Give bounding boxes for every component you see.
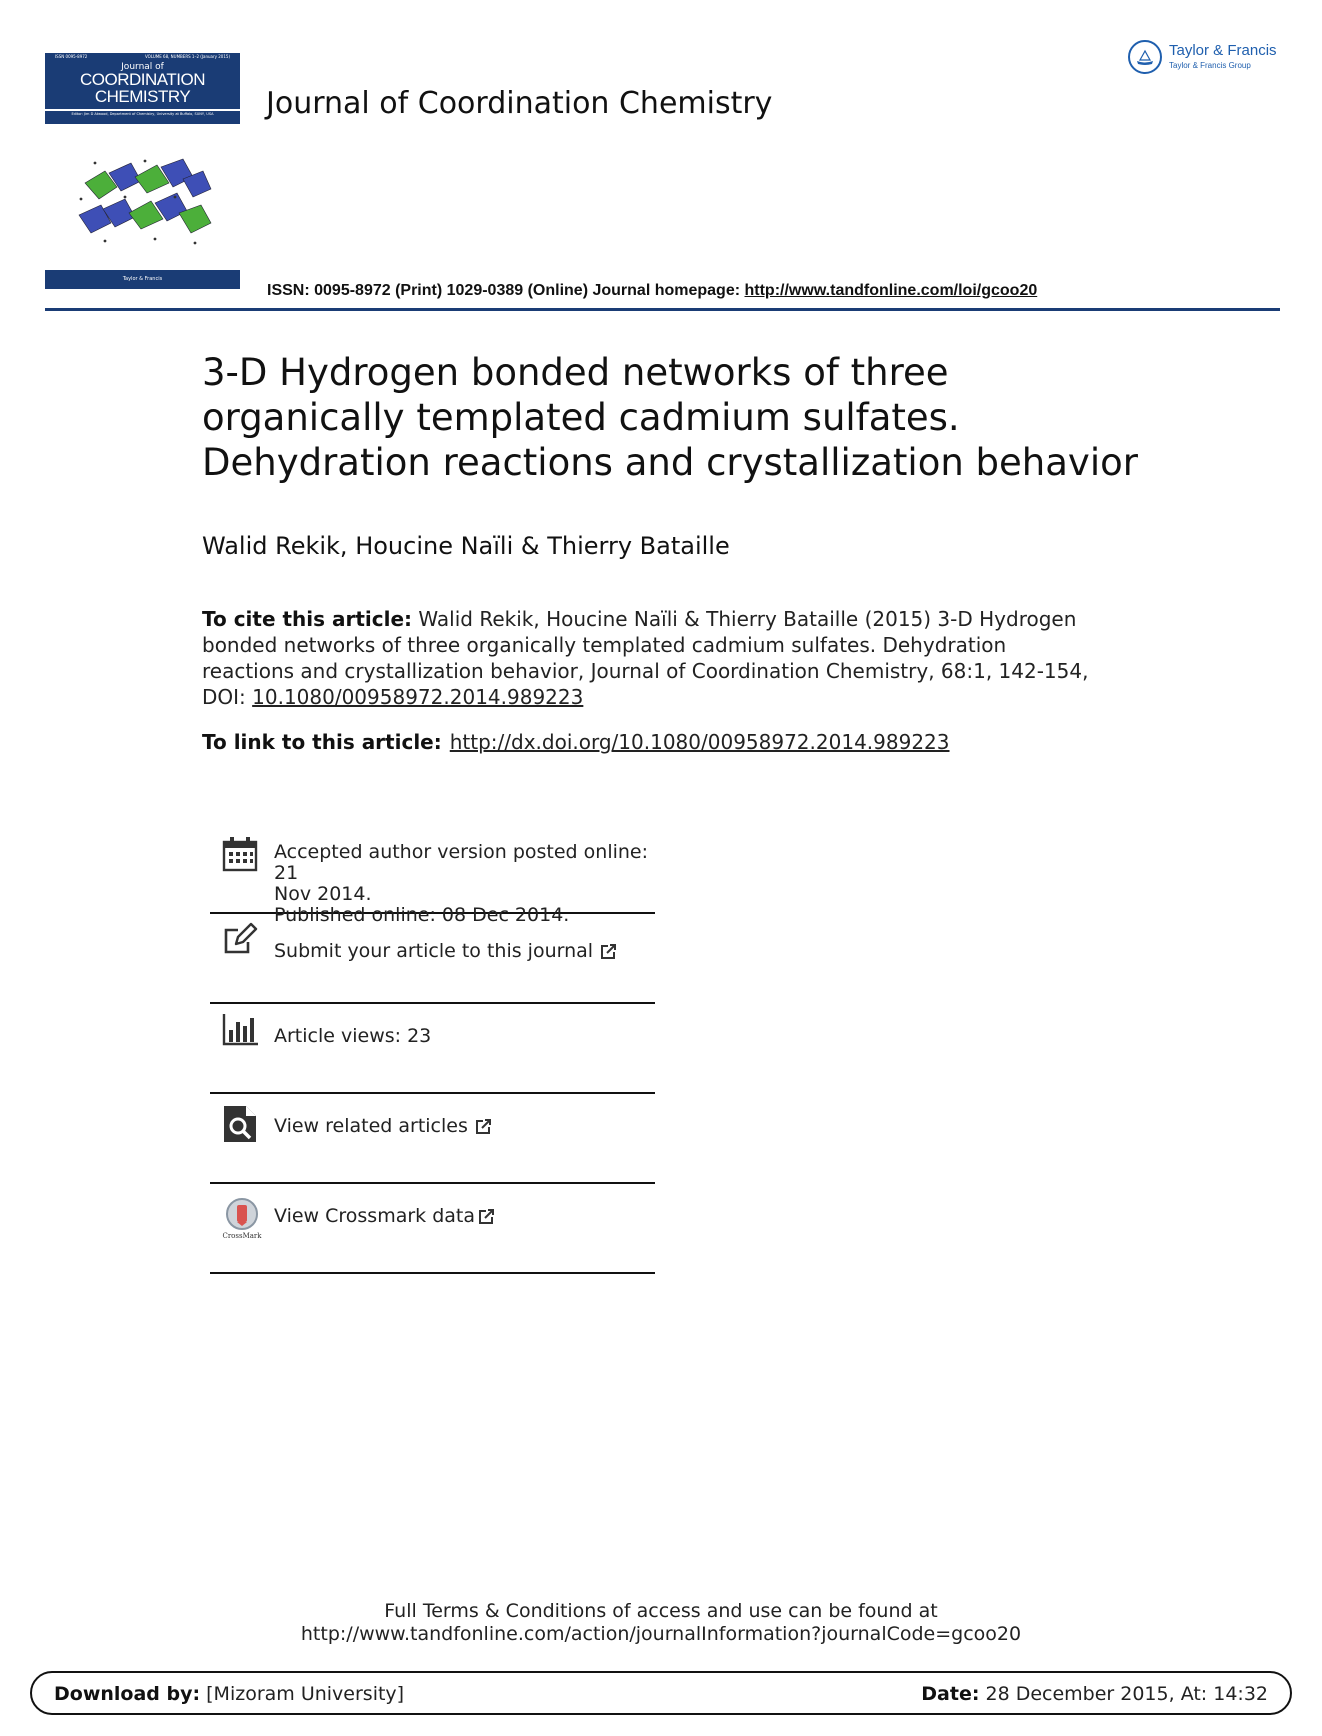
edit-icon bbox=[222, 922, 258, 958]
crossmark-link[interactable] bbox=[274, 1206, 495, 1227]
external-link-icon bbox=[477, 1208, 495, 1226]
link-label: To link to this article: bbox=[202, 730, 442, 754]
journal-name: Journal of Coordination Chemistry bbox=[266, 86, 773, 121]
tf-logo-icon bbox=[1128, 40, 1162, 74]
related-articles-row[interactable] bbox=[210, 1094, 655, 1184]
cover-title-band bbox=[45, 53, 240, 109]
issn-line bbox=[267, 282, 1037, 300]
cite-doi-link[interactable]: 10.1080/00958972.2014.989223 bbox=[252, 685, 584, 709]
cite-label: To cite this article: bbox=[202, 607, 413, 631]
crossmark-icon bbox=[222, 1198, 262, 1240]
external-link-icon bbox=[599, 943, 617, 961]
cover-subtitle: Journal of bbox=[121, 62, 164, 72]
submit-link[interactable] bbox=[274, 941, 617, 962]
publisher-name: Taylor & Francis bbox=[1169, 42, 1277, 59]
cover-editor-band: Editor: Jim D Atwood, Department of Chemistry, University at Buffalo, SUNY, USA bbox=[45, 111, 240, 124]
download-info-bar bbox=[30, 1671, 1292, 1715]
download-date bbox=[921, 1683, 1268, 1705]
crossmark-icon-text: CrossMark bbox=[222, 1232, 262, 1240]
accepted-date-line2: Nov 2014. bbox=[274, 883, 372, 905]
published-date: Published online: 08 Dec 2014. bbox=[274, 904, 570, 926]
download-by bbox=[54, 1683, 404, 1705]
publisher-group: Taylor & Francis Group bbox=[1169, 61, 1251, 70]
external-link-icon bbox=[474, 1118, 492, 1136]
article-link-row bbox=[202, 730, 950, 754]
journal-cover-image bbox=[45, 53, 240, 291]
publication-dates bbox=[210, 836, 655, 926]
date-label: Date: bbox=[921, 1683, 980, 1705]
terms-notice bbox=[0, 1600, 1322, 1646]
citation-block bbox=[202, 606, 1102, 710]
cover-meta bbox=[45, 54, 240, 59]
terms-line1: Full Terms & Conditions of access and use can be found at bbox=[384, 1600, 938, 1622]
download-value: [Mizoram University] bbox=[200, 1683, 405, 1705]
cover-title-line1: COORDINATION bbox=[80, 70, 205, 89]
article-views-row bbox=[210, 1004, 655, 1094]
crystal-structure-art bbox=[75, 153, 215, 253]
download-label: Download by: bbox=[54, 1683, 201, 1705]
bar-chart-icon bbox=[222, 1012, 258, 1048]
article-authors: Walid Rekik, Houcine Naïli & Thierry Bataille bbox=[202, 532, 730, 560]
cite-text: Walid Rekik, Houcine Naïli & Thierry Bataille (2015) 3-D Hydrogen bonded networks of three organically templated cadmium sulfates. Dehydration reactions and crystallization behavior, Journal of Coordination Chemistry, 68:1, 142-154, DOI: bbox=[202, 607, 1089, 709]
related-label: View related articles bbox=[274, 1115, 468, 1137]
cover-issn: ISSN 0095-8972 bbox=[55, 54, 88, 59]
publisher-logo bbox=[1128, 38, 1288, 78]
cover-publisher-band: Taylor & Francis bbox=[45, 270, 240, 289]
date-value: 28 December 2015, At: 14:32 bbox=[979, 1683, 1268, 1705]
article-title: 3-D Hydrogen bonded networks of three organically templated cadmium sulfates. Dehydration reactions and crystallization behavior bbox=[202, 351, 1138, 484]
article-views: Article views: 23 bbox=[274, 1025, 432, 1047]
submit-article-row[interactable] bbox=[210, 914, 655, 1004]
crossmark-label: View Crossmark data bbox=[274, 1205, 476, 1227]
accepted-date-line1: Accepted author version posted online: 21 bbox=[274, 841, 649, 884]
header-divider bbox=[45, 308, 1280, 311]
cover-volume: VOLUME 68, NUMBERS 1–2 (January 2015) bbox=[145, 54, 230, 59]
document-search-icon bbox=[222, 1106, 258, 1142]
related-link[interactable] bbox=[274, 1116, 492, 1137]
journal-homepage-link[interactable]: http://www.tandfonline.com/loi/gcoo20 bbox=[744, 282, 1038, 299]
cover-title-line2: CHEMISTRY bbox=[94, 87, 191, 106]
terms-url[interactable]: http://www.tandfonline.com/action/journalInformation?journalCode=gcoo20 bbox=[300, 1623, 1022, 1645]
article-doi-link[interactable]: http://dx.doi.org/10.1080/00958972.2014.989223 bbox=[449, 730, 950, 754]
crossmark-row[interactable] bbox=[210, 1184, 655, 1274]
issn-text: ISSN: 0095-8972 (Print) 1029-0389 (Online) Journal homepage: bbox=[267, 282, 745, 299]
submit-label: Submit your article to this journal bbox=[274, 940, 594, 962]
calendar-icon bbox=[222, 836, 258, 872]
